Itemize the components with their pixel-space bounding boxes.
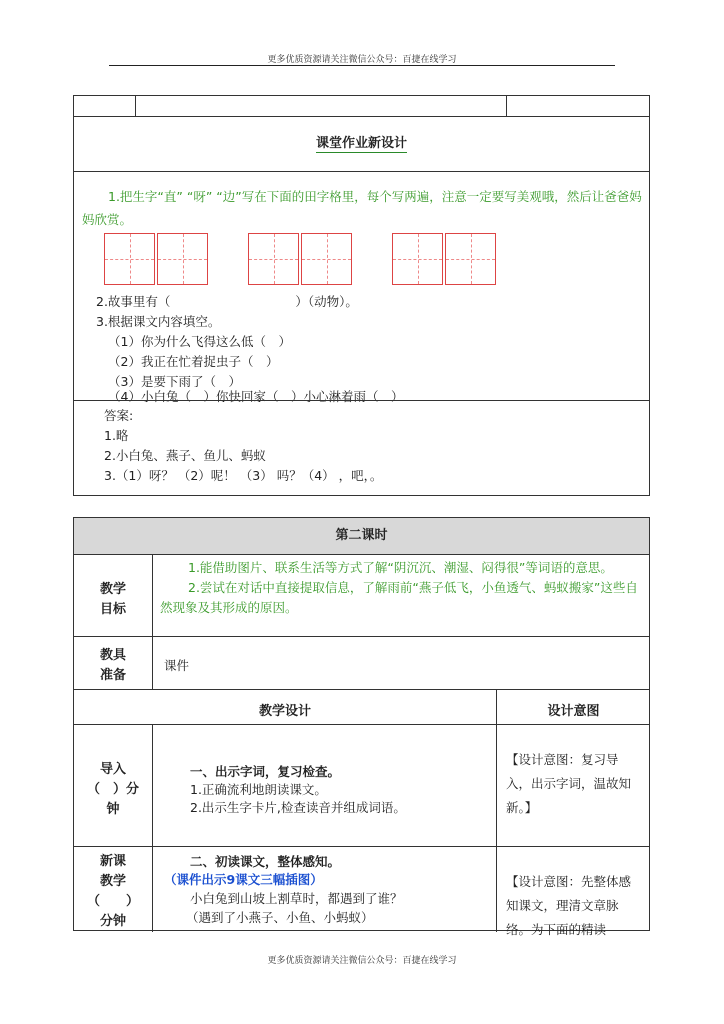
question-2: 2.故事里有（ ）（动物）。 (96, 294, 358, 309)
tools-label-line: 准备 (99, 668, 126, 683)
question-3: 3.根据课文内容填空。 (96, 314, 221, 329)
blank-top-row (74, 96, 649, 117)
intro-title: 一、出示字词，复习检查。 (190, 764, 341, 779)
answer-1: 1.略 (104, 428, 129, 443)
lesson-table (73, 517, 650, 937)
intro-label-line: 钟 (106, 802, 120, 817)
col-divider (135, 96, 136, 116)
tianzige-cell (248, 233, 299, 285)
row-divider (74, 846, 649, 847)
intent-header: 设计意图 (547, 704, 600, 719)
new-lesson-label-line: 分钟 (99, 914, 126, 929)
header-rule (109, 65, 615, 66)
goal-label-line: 教学 (99, 582, 126, 597)
tianzige-cell (301, 233, 352, 285)
page-footer: 更多优质资源请关注微信公众号：百捷在线学习 (267, 956, 457, 966)
new-lesson-label (74, 852, 152, 932)
question-3-item: （3）是要下雨了（ ） (108, 374, 241, 389)
new-lesson-title: 二、初读课文，整体感知。 (190, 854, 341, 869)
homework-table (73, 95, 650, 496)
intro-label-line: （ ）分 (86, 782, 139, 797)
question-3-item: （2）我正在忙着捉虫子（ ） (108, 354, 279, 369)
new-lesson-answer: （遇到了小燕子、小鱼、小蚂蚁） (186, 910, 374, 925)
row-divider (74, 400, 649, 401)
answer-label: 答案: (104, 408, 134, 423)
tianzige-cell (392, 233, 443, 285)
question-3-item: （4）小白兔（ ）你快回家（ ）小心淋着雨（ ） (108, 389, 404, 404)
col-divider (506, 96, 507, 116)
tools-label-line: 教具 (99, 648, 126, 663)
tianzige-pair-1 (104, 233, 210, 285)
col-divider (152, 724, 153, 932)
question-3-item: （1）你为什么飞得这么低（ ） (108, 334, 291, 349)
page-header: 更多优质资源请关注微信公众号：百捷在线学习 (267, 55, 457, 65)
intro-label-line: 导入 (99, 762, 126, 777)
goal-label-line: 目标 (99, 602, 126, 617)
answer-3: 3.（1）呀？ （2）呢！ （3） 吗？（4） ，吧，。 (104, 468, 383, 483)
row-divider (74, 689, 649, 690)
homework-title-text: 课堂作业新设计 (315, 136, 407, 151)
teaching-goals (160, 558, 648, 618)
col-divider (152, 554, 153, 689)
row-divider (74, 171, 649, 172)
answer-2: 2.小白兔、燕子、鱼儿、蚂蚁 (104, 448, 266, 463)
tianzige-pair-3 (392, 233, 498, 285)
new-lesson-label-line: 教学 (99, 874, 126, 889)
new-lesson-intent: 【设计意图：先整体感知课文，理清文章脉络。为下面的精读 (506, 874, 632, 937)
goal-2: 2.尝试在对话中直接提取信息，了解雨前“燕子低飞，小鱼透气、蚂蚁搬家”这些自然现象及其形成的原因。 (160, 580, 638, 615)
goal-label (74, 580, 152, 620)
courseware-note: （课件出示9课文三幅插图） (164, 872, 323, 887)
homework-title (74, 132, 649, 151)
tianzige-cell (445, 233, 496, 285)
col-divider (496, 689, 497, 932)
new-lesson-label-line: （ ） (86, 894, 139, 909)
design-header: 教学设计 (258, 704, 311, 719)
lesson-title: 第二课时 (74, 518, 649, 555)
row-divider (74, 636, 649, 637)
goal-1: 1.能借助图片、联系生活等方式了解“阴沉沉、潮湿、闷得很”等词语的意思。 (188, 560, 613, 575)
question-1: 1.把生字“直” “呀” “边”写在下面的田字格里，每个写两遍，注意一定要写美观哦，然后让爸爸妈妈欣赏。 (82, 189, 642, 227)
tianzige-pair-2 (248, 233, 354, 285)
tools-label (74, 646, 152, 686)
intro-label (74, 760, 152, 820)
intro-step-2: 2.出示生字卡片,检查读音并组成词语。 (190, 800, 406, 815)
tools-value: 课件 (164, 658, 190, 673)
row-divider (74, 724, 649, 725)
intro-intent: 【设计意图：复习导入，出示字词，温故知新。】 (506, 752, 632, 815)
new-lesson-label-line: 新课 (99, 854, 126, 869)
intro-step-1: 1.正确流利地朗读课文。 (190, 782, 327, 797)
new-lesson-question: 小白兔到山坡上割草时，都遇到了谁？ (190, 891, 403, 906)
tianzige-cell (157, 233, 208, 285)
tianzige-cell (104, 233, 155, 285)
